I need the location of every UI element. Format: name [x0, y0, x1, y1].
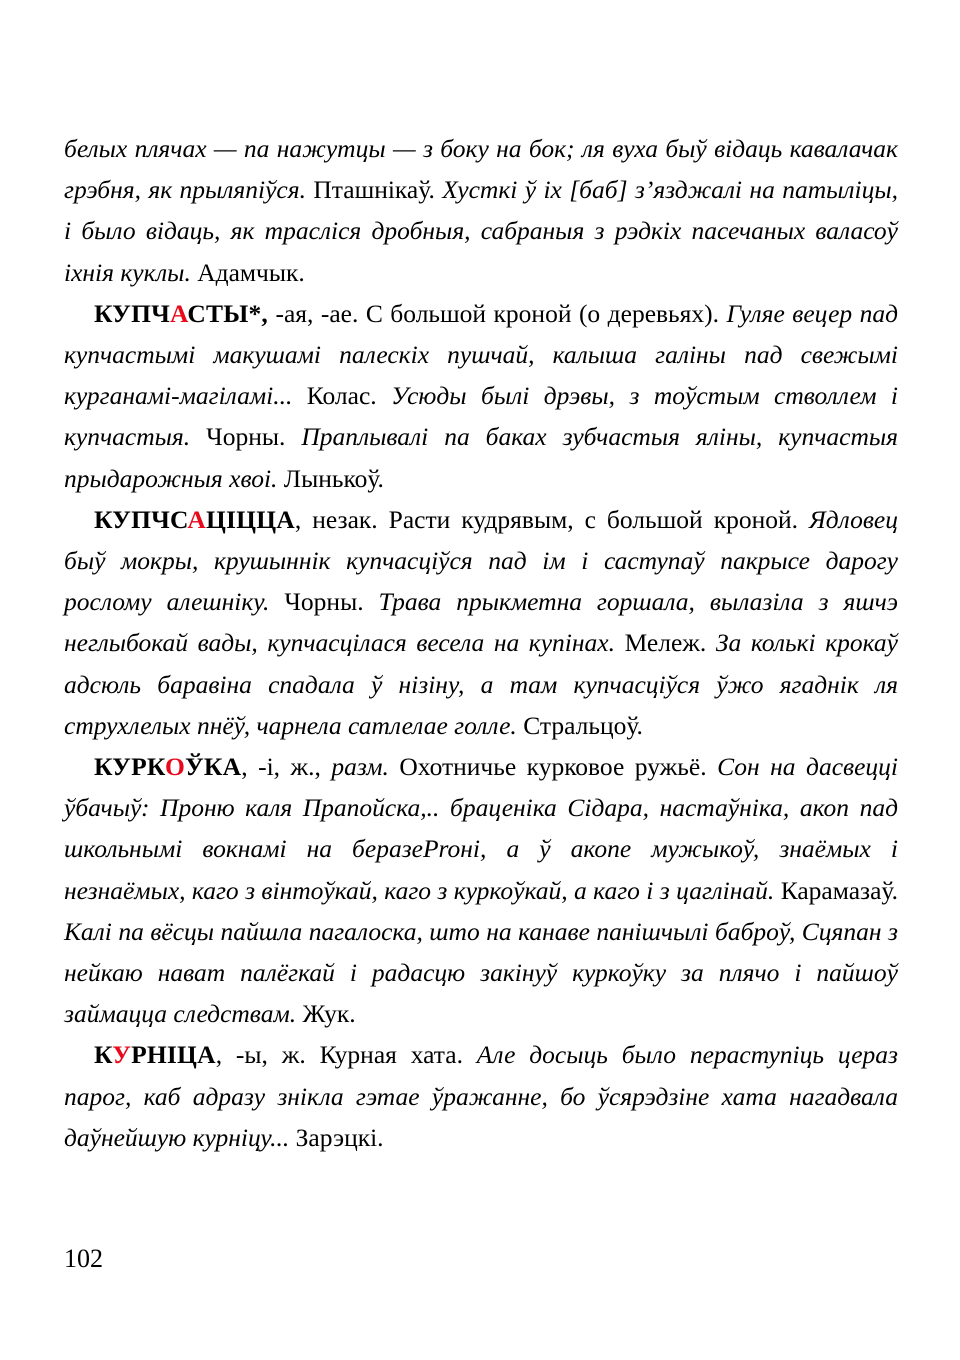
stressed-vowel: О	[164, 752, 185, 782]
citation-source: Лынькоў.	[283, 463, 384, 493]
grammar-label: -ая, -ае.	[268, 298, 366, 328]
citation-quote: Усюды былі дрэвы, з тоўстым стволлем і купчастыя.	[64, 381, 898, 452]
citation-quote: Праплывалі па баках зубчастыя яліны, купчастыя прыдарожныя хвоі.	[64, 422, 898, 493]
stressed-vowel: У	[112, 1040, 132, 1070]
headword-part-pre: КУПЧ	[94, 298, 171, 328]
carryover-quote-2: Хусткі ў іх [баб] з’язджалі на патыліцы, і было відаць, як трасліся дробныя, сабраныя з рэдкіх пасечаных валасоў іхнія куклы.	[64, 175, 898, 287]
citation-source: Зарэцкі.	[295, 1122, 384, 1152]
citation-quote: Ядловец быў мокры, крушыннік купчасціўся пад ім і саступаў пакрысе дарогу рослому алешніку.	[64, 504, 898, 617]
headword-part-post: ЎКА	[184, 752, 242, 782]
headword-part-pre: КУРК	[94, 752, 165, 782]
stressed-vowel: А	[170, 298, 188, 328]
carryover-source-2: Адамчык.	[197, 257, 305, 287]
citation-quote: За колькі крокаў адсюль баравіна спадала ў нізіну, а там купчасціўся ўжо ягаднік ля струхлелых пнёў, чарнела сатлелае голле.	[64, 628, 898, 740]
citation-source: Чорны.	[284, 587, 379, 617]
headword-part-post: СТЫ*,	[187, 298, 268, 328]
carryover-quote-1: белых плячах — па нажутцы — з боку на бок; ля вуха быў відаць кавалачак грэбня, як прыляпіўся.	[64, 134, 898, 205]
headword-part-pre: К	[94, 1040, 113, 1070]
grammar-label: , -і, ж.,	[241, 752, 332, 782]
definition: С большой кроной (о деревьях).	[365, 298, 727, 328]
dictionary-entry	[64, 746, 898, 1034]
citation-source: Мележ.	[624, 628, 716, 658]
headword-part-post: ЦІЦЦА	[206, 504, 295, 534]
carryover-paragraph	[64, 128, 898, 293]
citation-quote: Трава прыкметна горшала, вылазіла з яшчэ неглыбокай вады, купчасцілася весела на купінах.	[64, 587, 898, 658]
citation-quote: Сон на дасвецці ўбачыў: Проню каля Прапойска,.. браценіка Сідара, настаўніка, акоп пад школьнымі вокнамі на беразеProні, а ў акопе мужыкоў, знаёмых і незнаёмых, каго з вінтоўкай, каго з куркоўкай, а каго і з цаглінай.	[64, 752, 898, 905]
stressed-vowel: А	[187, 504, 207, 534]
headword-part-pre: КУПЧС	[94, 504, 188, 534]
headword	[94, 752, 241, 781]
definition: Охотничье курковое ружьё.	[388, 752, 718, 782]
dictionary-entry	[64, 1034, 898, 1158]
dictionary-entry	[64, 499, 898, 746]
headword	[94, 299, 268, 328]
citation-source: Жук.	[302, 999, 356, 1029]
page-number: 102	[64, 1244, 103, 1273]
dictionary-entry	[64, 293, 898, 499]
grammar-label: , -ы, ж.	[215, 1040, 320, 1070]
headword	[94, 505, 295, 534]
carryover-source-1: Пташнікаў.	[313, 175, 443, 205]
headword-part-post: РНІЦА	[131, 1040, 216, 1070]
definition: Расти кудрявым, с большой кроной.	[388, 504, 810, 534]
citation-source: Карамазаў.	[780, 875, 898, 905]
text-column	[64, 128, 898, 1158]
grammar-label: , незак.	[294, 504, 389, 534]
citation-source: Чорны.	[206, 422, 302, 452]
definition: Курная хата.	[319, 1040, 477, 1070]
headword	[94, 1040, 216, 1069]
citation-source: Колас.	[306, 381, 392, 411]
citation-quote: Гуляе вецер пад купчастымі макушамі палескіх пушчай, калыша галіны пад свежымі курганамі-магіламі...	[64, 298, 899, 411]
usage-label: разм.	[331, 752, 389, 782]
citation-quote: Але досыць было пераступіць цераз парог, каб адразу знікла гэтае ўражанне, бо ўсярэдзіне хата нагадвала даўнейшую курніцу...	[64, 1040, 898, 1152]
citation-source: Стральцоў.	[523, 710, 643, 740]
citation-quote: Калі па вёсцы пайшла пагалоска, што на канаве панішчылі баброў, Сцяпан з нейкаю нават палёгкай і радасцю закінуў куркоўку за плячо і пайшоў займацца следствам.	[64, 916, 898, 1029]
